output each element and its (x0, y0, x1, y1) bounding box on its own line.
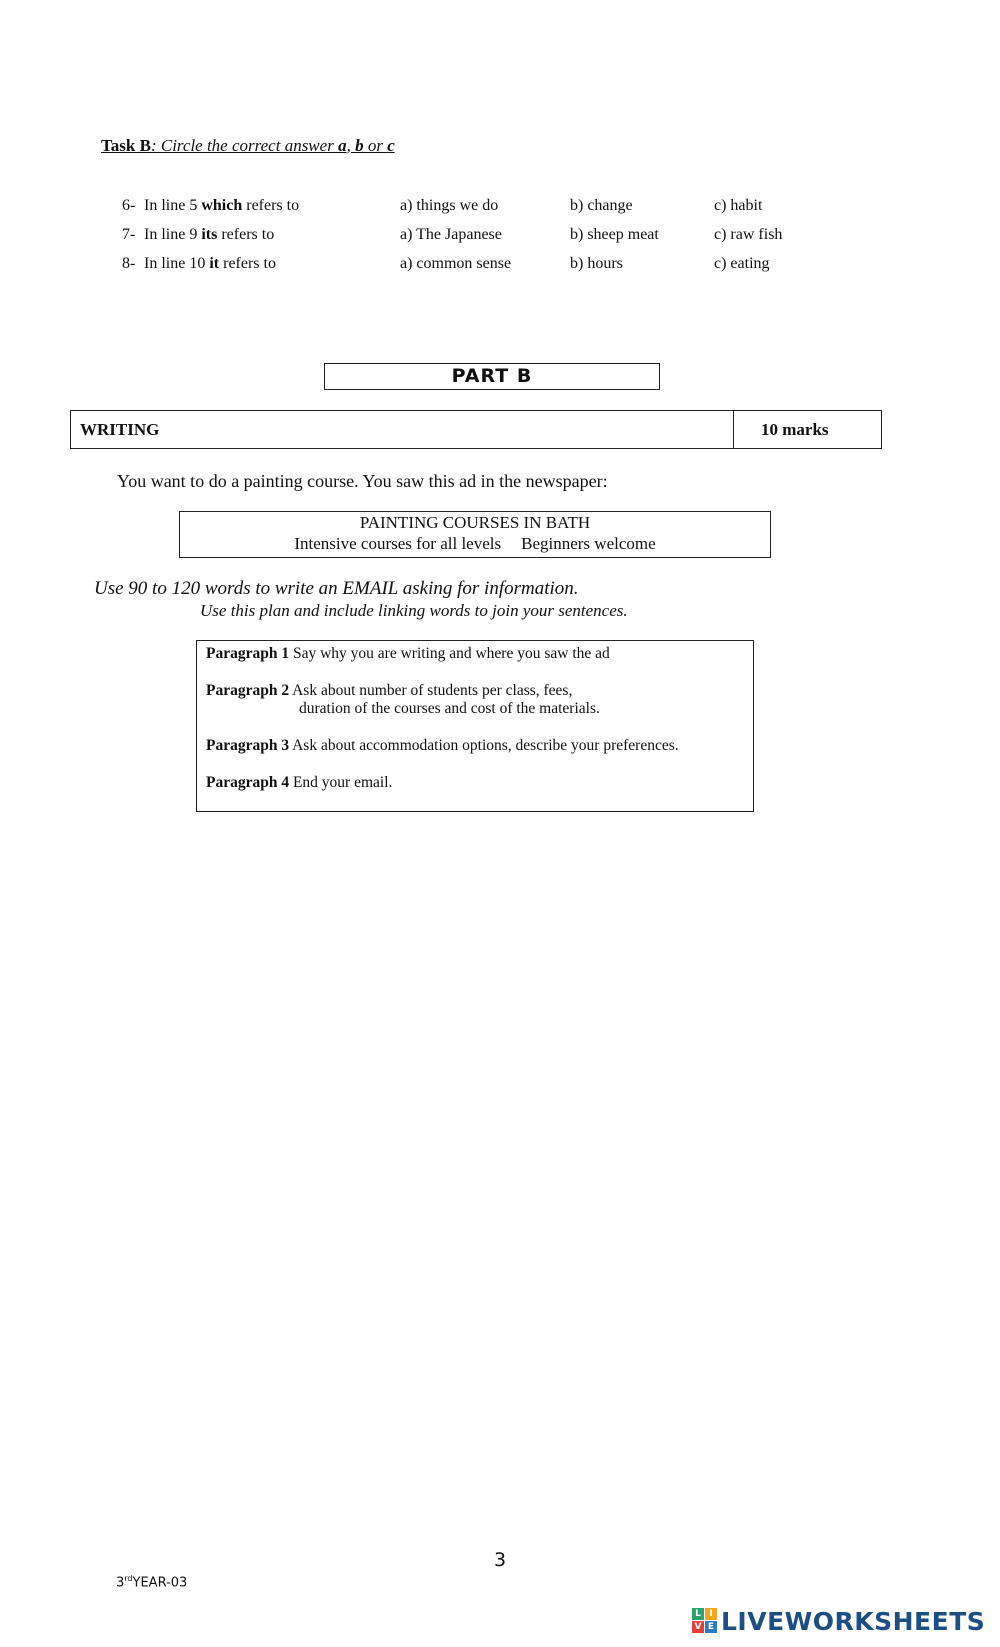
paragraph-label: Paragraph 4 (206, 774, 290, 791)
stem-pre: In line 9 (144, 226, 202, 243)
question-number: 6- (122, 197, 136, 214)
paragraph-label: Paragraph 2 (206, 682, 290, 699)
task-b-heading (101, 136, 395, 156)
instruction-word-count: Use 90 to 120 words to write an EMAIL asking for information. (94, 578, 579, 599)
answer-option-b[interactable]: b) change (570, 197, 633, 214)
question-stem (144, 226, 274, 244)
instruction-plan: Use this plan and include linking words to join your sentences. (200, 601, 628, 620)
task-instruction: : Circle the correct answer (150, 136, 339, 155)
paragraph-label: Paragraph 1 (206, 645, 290, 662)
stem-post: refers to (217, 226, 275, 243)
answer-option-c[interactable]: c) eating (714, 255, 770, 272)
paragraph-text: Say why you are writing and where you saw the ad (289, 645, 610, 662)
answer-option-a[interactable]: a) common sense (400, 255, 512, 272)
part-b-title: PART B (324, 363, 660, 390)
code-ordinal: rd (124, 1574, 133, 1583)
liveworksheets-logo[interactable] (692, 1606, 985, 1636)
plan-item-continuation: duration of the courses and cost of the materials. (299, 700, 600, 717)
ad-line-beginners: Beginners welcome (521, 534, 656, 553)
question-number: 7- (122, 226, 136, 243)
divider (733, 411, 734, 448)
paragraph-text: End your email. (289, 774, 393, 791)
brand-name: LIVEWORKSHEETS (721, 1606, 986, 1636)
separator: , (346, 136, 356, 155)
code-suffix: YEAR-03 (132, 1575, 188, 1591)
ad-line-levels: Intensive courses for all levels (294, 534, 502, 553)
option-c-marker: c (387, 136, 395, 155)
answer-option-a[interactable]: a) The Japanese (400, 226, 502, 243)
stem-post: refers to (219, 255, 276, 272)
plan-item (206, 645, 610, 663)
option-a-marker: a (338, 136, 347, 155)
task-label: Task B (101, 136, 151, 155)
answer-option-c[interactable]: c) raw fish (714, 226, 783, 243)
paragraph-plan (196, 640, 754, 812)
code-year: 3 (116, 1575, 125, 1591)
option-b-marker: b (355, 136, 364, 155)
page-number: 3 (494, 1549, 507, 1571)
answer-option-a[interactable]: a) things we do (400, 197, 499, 214)
paragraph-label: Paragraph 3 (206, 737, 290, 754)
stem-post: refers to (242, 197, 300, 214)
ad-title: PAINTING COURSES IN BATH (359, 513, 591, 532)
writing-section-header (70, 410, 882, 449)
stem-pre: In line 10 (144, 255, 210, 272)
reference-word: which (201, 197, 243, 214)
reference-word: its (201, 226, 218, 243)
paragraph-text: Ask about accommodation options, describe your preferences. (289, 737, 679, 754)
plan-item (206, 682, 572, 700)
question-row (122, 255, 842, 277)
stem-pre: In line 5 (144, 197, 202, 214)
answer-option-b[interactable]: b) sheep meat (570, 226, 659, 243)
question-stem (144, 255, 276, 273)
question-row (122, 197, 842, 219)
writing-label: WRITING (80, 420, 160, 439)
newspaper-ad (179, 511, 771, 558)
marks-label: 10 marks (761, 420, 829, 439)
plan-item (206, 737, 679, 755)
answer-option-b[interactable]: b) hours (570, 255, 623, 272)
question-stem (144, 197, 299, 215)
reference-word: it (209, 255, 220, 272)
separator: or (363, 136, 388, 155)
liveworksheets-logo-icon: L I V E (692, 1608, 718, 1634)
document-code (116, 1574, 187, 1590)
paragraph-text: Ask about number of students per class, fees, (289, 682, 573, 699)
question-row (122, 226, 842, 248)
writing-intro: You want to do a painting course. You saw this ad in the newspaper: (117, 471, 608, 491)
plan-item (206, 774, 392, 792)
question-number: 8- (122, 255, 136, 272)
answer-option-c[interactable]: c) habit (714, 197, 763, 214)
ad-details (180, 533, 770, 554)
